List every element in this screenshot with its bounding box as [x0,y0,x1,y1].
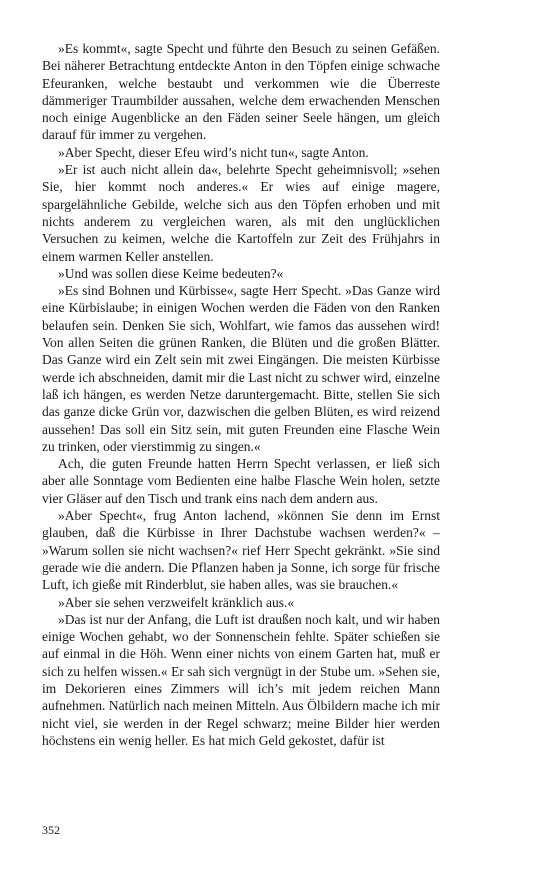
paragraph: »Und was sollen diese Keime bedeuten?« [58,265,284,281]
paragraph: Ach, die guten Freunde hatten Herrn Specht verlassen, er ließ sich aber alle Sonntage vom Bedienten eine halbe Flasche Wein holen, setzte vier Gläser auf den Tisch und trank eins nach dem andern aus. [42,456,440,506]
paragraph: »Das ist nur der Anfang, die Luft ist draußen noch kalt, und wir haben einige Wochen gehabt, wo der Sonnenschein fehlte. Später schießen sie auf einmal in die Höh. Wenn einer nichts von einem Garten hat, muß er sich zu helfen wissen.« Er sah sich vergnügt in der Stube um. »Sehen sie, im Dekorieren eines Zimmers will ich’s mit jedem reichen Mann aufnehmen. Natürlich nach meinen Mitteln. Aus Ölbildern mache ich mir nicht viel, sie werden in der Regel schwarz; meine Bilder hier werden höchstens ein wenig heller. Es hat mich Geld gekostet, dafür ist [42,611,440,748]
page-body [42,40,440,749]
paragraph: »Aber Specht«, frug Anton lachend, »können Sie denn im Ernst glauben, daß die Kürbisse in Ihrer Dachstube wachsen werden?« – »Warum sollen sie nicht wachsen?« rief Herr Specht gekränkt. »Sie sind gerade wie die andern. Die Pflanzen haben ja Sonne, ich sorge für frische Luft, ich gieße mit Rinderblut, sie haben alles, was sie brauchen.« [42,508,440,593]
paragraph: »Es kommt«, sagte Specht und führte den Besuch zu seinen Gefäßen. Bei näherer Betrachtung entdeckte Anton in den Töpfen einige schwache Efeuranken, welche bestaubt und verkommen wie die Überreste dämmeriger Traumbilder aussahen, welche dem erwachenden Menschen noch einige Augenblicke an den Fäden seiner Seele hängen, um gleich darauf für immer zu vergehen. [42,41,440,143]
paragraph: »Es sind Bohnen und Kürbisse«, sagte Herr Specht. »Das Ganze wird eine Kürbislaube; in einigen Wochen werden die Fäden von den Ranken belaufen sein. Denken Sie sich, Wohlfart, wie famos das aussehen wird! Von allen Seiten die grünen Ranken, die Blüten und die großen Blätter. Das Ganze wird ein Zelt sein mit zwei Eingängen. Die meisten Kürbisse werde ich abschneiden, damit mir die Last nicht zu schwer wird, einzelne laß ich hängen, es werden Netze daruntergemacht. Bitte, stellen Sie sich das ganze dicke Grün vor, dazwischen die gelben Blüten, es wird reizend aussehen! Das soll ein Sitz sein, mit guten Freunden eine Flasche Wein zu trinken, oder vierstimmig zu singen.« [42,283,440,454]
paragraph: »Er ist auch nicht allein da«, belehrte Specht geheimnisvoll; »sehen Sie, hier kommt noch anderes.« Er wies auf einige magere, spargelähnliche Gebilde, welche sich aus den Töpfen erhoben und mit nichts anderem zu vergleichen waren, als mit den unglücklichen Versuchen zu keimen, welche die Kartoffeln zur Zeit des Frühjahrs in einem warmen Keller anstellen. [42,162,440,264]
paragraph: »Aber Specht, dieser Efeu wird’s nicht tun«, sagte Anton. [58,144,369,160]
page-number: 352 [42,823,60,837]
paragraph: »Aber sie sehen verzweifelt kränklich aus.« [58,594,295,610]
